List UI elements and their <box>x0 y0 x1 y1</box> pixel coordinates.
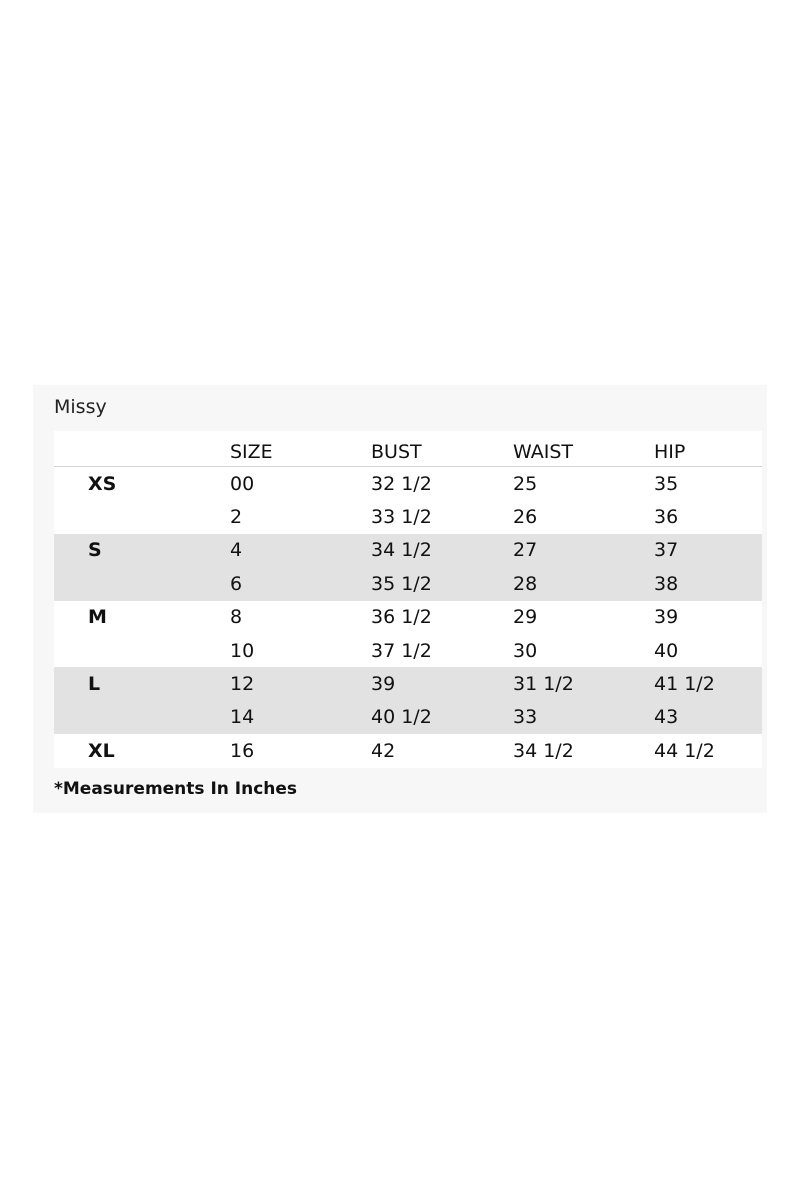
waist-cell: 30 <box>513 639 538 662</box>
table-row <box>54 634 762 667</box>
table-row <box>54 500 762 533</box>
column-header-hip: HIP <box>654 441 686 463</box>
hip-cell: 35 <box>654 472 679 495</box>
table-row <box>54 601 762 634</box>
hip-cell: 36 <box>654 506 679 529</box>
hip-cell: 40 <box>654 639 679 662</box>
table-row <box>54 534 762 567</box>
table-row <box>54 467 762 500</box>
size-chart-panel <box>33 385 767 813</box>
waist-cell: 29 <box>513 606 538 629</box>
hip-cell: 39 <box>654 606 679 629</box>
size-cell: 4 <box>230 539 243 562</box>
table-header-row <box>54 431 762 467</box>
size-cell: 12 <box>230 673 255 696</box>
waist-cell: 31 1/2 <box>513 673 574 696</box>
column-header-waist: WAIST <box>513 441 574 463</box>
bust-cell: 36 1/2 <box>371 606 432 629</box>
bust-cell: 32 1/2 <box>371 472 432 495</box>
hip-cell: 37 <box>654 539 679 562</box>
column-header-size: SIZE <box>230 441 273 463</box>
bust-cell: 39 <box>371 673 396 696</box>
hip-cell: 43 <box>654 706 679 729</box>
table-row <box>54 667 762 700</box>
waist-cell: 25 <box>513 472 538 495</box>
size-cell: 14 <box>230 706 255 729</box>
size-cell: 8 <box>230 606 243 629</box>
measurement-footnote: *Measurements In Inches <box>54 779 298 799</box>
size-category-cell: L <box>88 673 101 696</box>
size-category-cell: XS <box>88 472 117 495</box>
table-body <box>54 467 762 768</box>
hip-cell: 38 <box>654 572 679 595</box>
waist-cell: 34 1/2 <box>513 739 574 762</box>
bust-cell: 35 1/2 <box>371 572 432 595</box>
size-cell: 6 <box>230 572 243 595</box>
bust-cell: 40 1/2 <box>371 706 432 729</box>
size-chart-table <box>54 431 762 768</box>
size-cell: 16 <box>230 739 255 762</box>
table-row <box>54 734 762 767</box>
bust-cell: 42 <box>371 739 396 762</box>
size-category-cell: M <box>88 606 107 629</box>
hip-cell: 44 1/2 <box>654 739 715 762</box>
column-header-bust: BUST <box>371 441 422 463</box>
bust-cell: 33 1/2 <box>371 506 432 529</box>
waist-cell: 27 <box>513 539 538 562</box>
size-category-cell: S <box>88 539 102 562</box>
size-chart-title: Missy <box>54 396 107 418</box>
hip-cell: 41 1/2 <box>654 673 715 696</box>
size-cell: 00 <box>230 472 255 495</box>
size-cell: 2 <box>230 506 243 529</box>
waist-cell: 28 <box>513 572 538 595</box>
waist-cell: 26 <box>513 506 538 529</box>
bust-cell: 37 1/2 <box>371 639 432 662</box>
bust-cell: 34 1/2 <box>371 539 432 562</box>
size-cell: 10 <box>230 639 255 662</box>
table-row <box>54 567 762 600</box>
waist-cell: 33 <box>513 706 538 729</box>
size-category-cell: XL <box>88 739 115 762</box>
table-row <box>54 701 762 734</box>
